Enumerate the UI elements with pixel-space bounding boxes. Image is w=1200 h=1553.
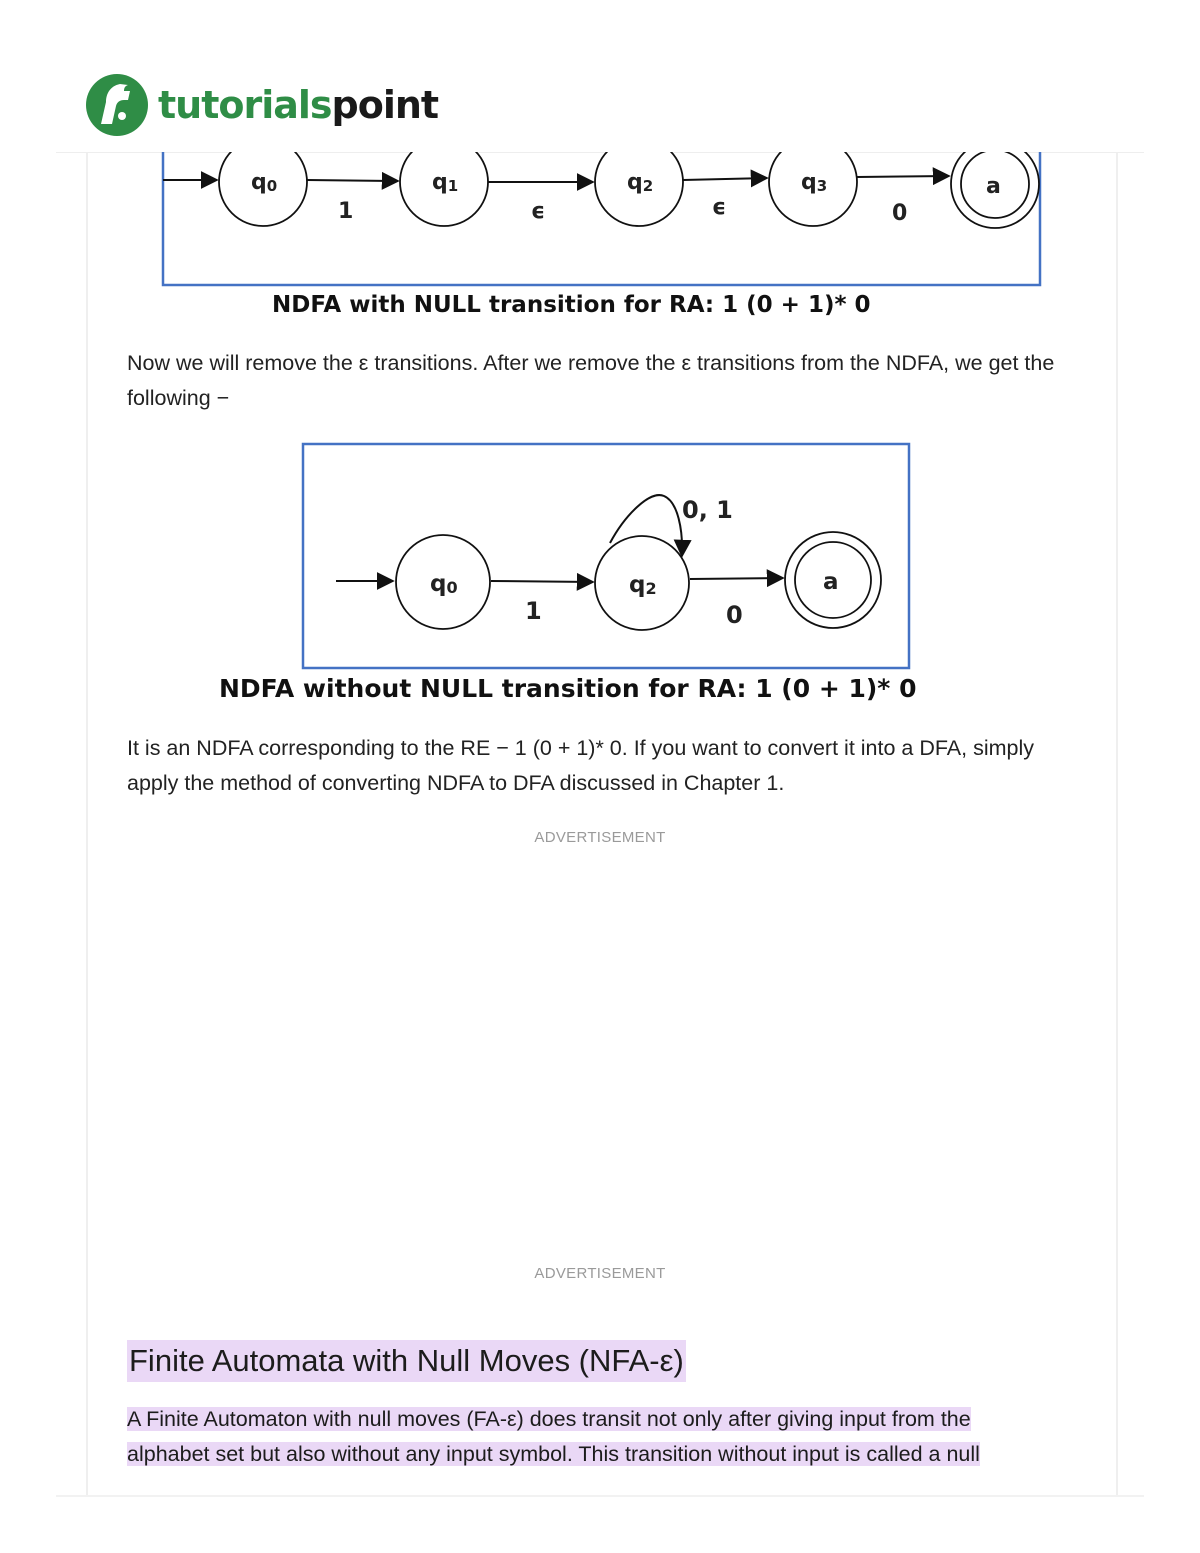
diagram1-caption: NDFA with NULL transition for RA: 1 (0 + 1)* 0 bbox=[272, 292, 871, 318]
transition-label-1: 1 bbox=[338, 199, 354, 224]
transition-label-b1: 1 bbox=[525, 597, 542, 625]
highlighted-line-2: alphabet set but also without any input symbol. This transition without input is called a null bbox=[127, 1442, 980, 1466]
section-paragraph bbox=[127, 1402, 1087, 1472]
transition-q3-a bbox=[857, 176, 949, 177]
advertisement-slot[interactable] bbox=[127, 856, 1073, 1256]
transition-q2-a bbox=[690, 578, 783, 579]
transition-label-3: ϵ bbox=[712, 195, 727, 220]
paragraph-remove-epsilon: Now we will remove the ε transitions. After we remove the ε transitions from the NDFA, we get the following − bbox=[127, 351, 1055, 410]
transition-q0-q1 bbox=[307, 180, 398, 181]
state-q0-b-label: q0 bbox=[430, 571, 458, 597]
transition-label-4: 0 bbox=[892, 201, 908, 226]
paragraph-ndfa-description: It is an NDFA corresponding to the RE − 1 (0 + 1)* 0. If you want to convert it into a DFA, simply apply the method of converting NDFA to DFA discussed in Chapter 1. bbox=[127, 736, 1035, 795]
site-header bbox=[0, 0, 1200, 152]
transition-q2-q3 bbox=[683, 178, 767, 180]
transition-label-2: ϵ bbox=[531, 199, 546, 224]
transition-label-b2: 0 bbox=[726, 601, 743, 629]
highlighted-line-1: A Finite Automaton with null moves (FA-ε) does transit not only after giving input from the bbox=[127, 1407, 971, 1431]
state-a-label: a bbox=[986, 174, 1001, 199]
footer-divider bbox=[56, 1495, 1144, 1497]
diagram2-caption: NDFA without NULL transition for RA: 1 (0 + 1)* 0 bbox=[219, 674, 917, 703]
tutorialspoint-logo[interactable] bbox=[84, 72, 438, 138]
transition-q0-q2 bbox=[491, 581, 593, 582]
self-loop-label: 0, 1 bbox=[682, 496, 733, 524]
state-q2-label: q2 bbox=[627, 170, 654, 195]
logo-mark-icon bbox=[84, 72, 150, 138]
ndfa-without-null-diagram bbox=[0, 430, 1200, 680]
advertisement-label-bottom: ADVERTISEMENT bbox=[534, 1265, 666, 1282]
state-q2-b-label: q2 bbox=[629, 572, 657, 598]
advertisement-label-top: ADVERTISEMENT bbox=[534, 829, 666, 846]
state-a-b-label: a bbox=[823, 569, 839, 595]
state-q3-label: q3 bbox=[801, 170, 828, 195]
state-q0-label: q0 bbox=[251, 170, 278, 195]
logo-wordmark: tutorialspoint bbox=[158, 83, 439, 127]
state-q1-label: q1 bbox=[432, 170, 459, 195]
section-heading: Finite Automata with Null Moves (NFA-ε) bbox=[127, 1340, 686, 1382]
